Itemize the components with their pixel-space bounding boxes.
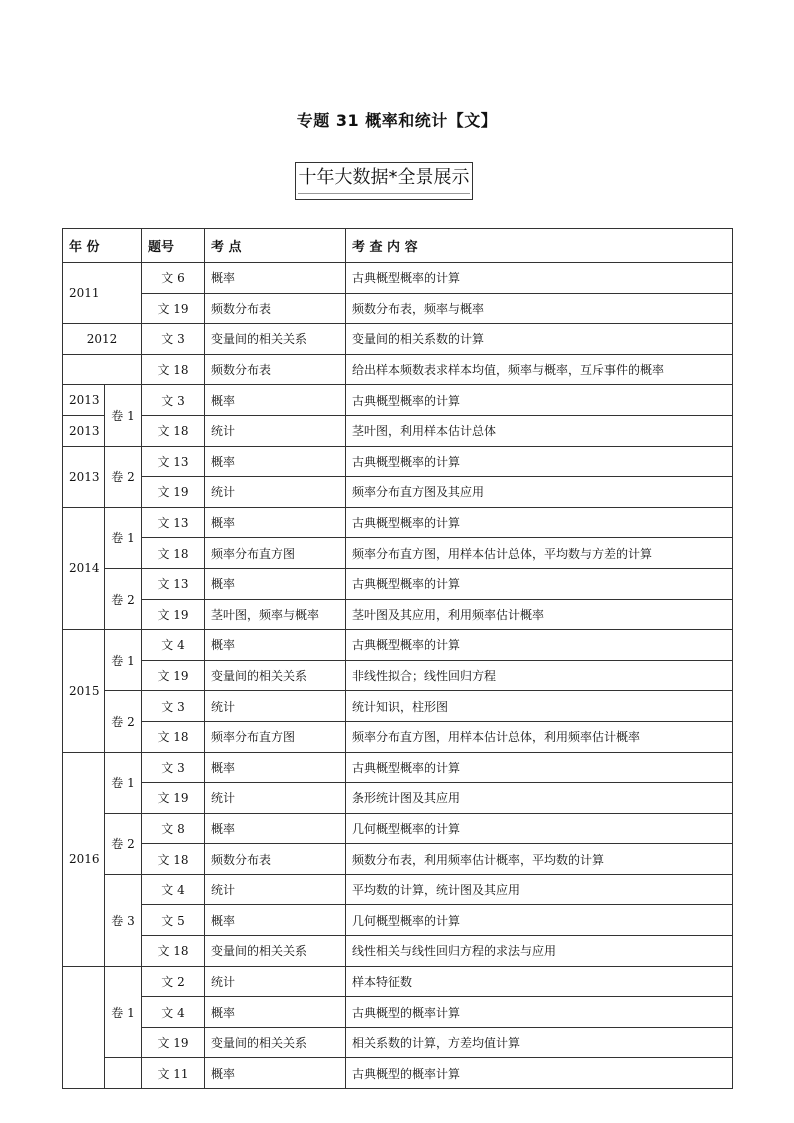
table-row	[63, 415, 733, 446]
point-cell: 变量间的相关关系	[205, 1027, 346, 1058]
table-row	[63, 568, 733, 599]
content-cell: 平均数的计算，统计图及其应用	[346, 874, 733, 905]
content-cell: 统计知识，柱形图	[346, 691, 733, 722]
content-cell: 条形统计图及其应用	[346, 783, 733, 814]
volume-cell: 卷 1	[105, 385, 142, 446]
table-row	[63, 966, 733, 997]
point-cell: 频率分布直方图	[205, 721, 346, 752]
year-cell-empty	[63, 966, 105, 1088]
exam-table	[62, 228, 733, 1089]
point-cell: 概率	[205, 630, 346, 661]
year-cell: 2015	[63, 630, 105, 752]
point-cell: 概率	[205, 507, 346, 538]
point-cell: 变量间的相关关系	[205, 660, 346, 691]
qno-cell: 文 4	[142, 630, 205, 661]
point-cell: 变量间的相关关系	[205, 324, 346, 355]
table-row	[63, 293, 733, 324]
content-cell: 古典概型概率的计算	[346, 385, 733, 416]
content-cell: 古典概型概率的计算	[346, 507, 733, 538]
table-row	[63, 1058, 733, 1089]
table-row	[63, 324, 733, 355]
table-row	[63, 477, 733, 508]
qno-cell: 文 19	[142, 1027, 205, 1058]
table-row	[63, 1027, 733, 1058]
table-row	[63, 997, 733, 1028]
point-cell: 概率	[205, 905, 346, 936]
year-cell: 2013	[63, 446, 105, 507]
content-cell: 样本特征数	[346, 966, 733, 997]
qno-cell: 文 13	[142, 446, 205, 477]
qno-cell: 文 19	[142, 599, 205, 630]
qno-cell: 文 13	[142, 568, 205, 599]
qno-cell: 文 8	[142, 813, 205, 844]
content-cell: 茎叶图及其应用，利用频率估计概率	[346, 599, 733, 630]
table-row	[63, 507, 733, 538]
content-cell: 给出样本频数表求样本均值，频率与概率，互斥事件的概率	[346, 354, 733, 385]
volume-cell: 卷 2	[105, 813, 142, 874]
qno-cell: 文 4	[142, 874, 205, 905]
table-row	[63, 783, 733, 814]
point-cell: 概率	[205, 1058, 346, 1089]
content-cell: 古典概型的概率计算	[346, 1058, 733, 1089]
table-row	[63, 538, 733, 569]
point-cell: 概率	[205, 263, 346, 294]
table-row	[63, 630, 733, 661]
content-cell: 古典概型的概率计算	[346, 997, 733, 1028]
table-row	[63, 874, 733, 905]
content-cell: 古典概型概率的计算	[346, 446, 733, 477]
qno-cell: 文 18	[142, 354, 205, 385]
table-row	[63, 599, 733, 630]
qno-cell: 文 18	[142, 721, 205, 752]
point-cell: 频数分布表	[205, 354, 346, 385]
point-cell: 概率	[205, 446, 346, 477]
qno-cell: 文 3	[142, 324, 205, 355]
qno-cell: 文 18	[142, 415, 205, 446]
qno-cell: 文 4	[142, 997, 205, 1028]
point-cell: 频率分布直方图	[205, 538, 346, 569]
point-cell: 统计	[205, 966, 346, 997]
point-cell: 变量间的相关关系	[205, 936, 346, 967]
page-title: 专题 31 概率和统计【文】	[296, 111, 498, 130]
content-cell: 变量间的相关系数的计算	[346, 324, 733, 355]
point-cell: 统计	[205, 477, 346, 508]
qno-cell: 文 11	[142, 1058, 205, 1089]
table-header	[63, 229, 733, 263]
content-cell: 古典概型概率的计算	[346, 752, 733, 783]
year-cell: 2013	[63, 385, 105, 416]
qno-cell: 文 18	[142, 936, 205, 967]
header-point: 考 点	[205, 229, 346, 263]
content-cell: 几何概型概率的计算	[346, 905, 733, 936]
header-qno: 题号	[142, 229, 205, 263]
year-cell-empty	[63, 354, 142, 385]
table-row	[63, 936, 733, 967]
table-row	[63, 844, 733, 875]
point-cell: 频数分布表	[205, 844, 346, 875]
header-year: 年 份	[63, 229, 142, 263]
qno-cell: 文 2	[142, 966, 205, 997]
table-row	[63, 813, 733, 844]
volume-cell: 卷 1	[105, 507, 142, 568]
volume-cell: 卷 1	[105, 752, 142, 813]
qno-cell: 文 5	[142, 905, 205, 936]
qno-cell: 文 19	[142, 660, 205, 691]
qno-cell: 文 3	[142, 691, 205, 722]
volume-cell-empty	[105, 1058, 142, 1089]
content-cell: 线性相关与线性回归方程的求法与应用	[346, 936, 733, 967]
point-cell: 频数分布表	[205, 293, 346, 324]
content-cell: 频率分布直方图及其应用	[346, 477, 733, 508]
qno-cell: 文 18	[142, 538, 205, 569]
point-cell: 茎叶图，频率与概率	[205, 599, 346, 630]
table-row	[63, 721, 733, 752]
point-cell: 概率	[205, 813, 346, 844]
point-cell: 概率	[205, 997, 346, 1028]
content-cell: 频数分布表，频率与概率	[346, 293, 733, 324]
point-cell: 概率	[205, 385, 346, 416]
table-row	[63, 752, 733, 783]
subtitle-box	[295, 162, 473, 200]
volume-cell: 卷 2	[105, 568, 142, 629]
table-row	[63, 446, 733, 477]
point-cell: 概率	[205, 752, 346, 783]
content-cell: 几何概型概率的计算	[346, 813, 733, 844]
table-row	[63, 385, 733, 416]
volume-cell: 卷 2	[105, 691, 142, 752]
content-cell: 频率分布直方图，用样本估计总体，平均数与方差的计算	[346, 538, 733, 569]
qno-cell: 文 18	[142, 844, 205, 875]
table-row	[63, 691, 733, 722]
qno-cell: 文 19	[142, 783, 205, 814]
point-cell: 统计	[205, 874, 346, 905]
content-cell: 相关系数的计算，方差均值计算	[346, 1027, 733, 1058]
year-cell: 2013	[63, 415, 105, 446]
point-cell: 概率	[205, 568, 346, 599]
subtitle: 十年大数据*全景展示	[298, 163, 470, 194]
volume-cell: 卷 3	[105, 874, 142, 966]
header-content: 考 查 内 容	[346, 229, 733, 263]
qno-cell: 文 3	[142, 385, 205, 416]
content-cell: 非线性拟合；线性回归方程	[346, 660, 733, 691]
point-cell: 统计	[205, 783, 346, 814]
year-cell: 2011	[63, 263, 142, 324]
qno-cell: 文 19	[142, 293, 205, 324]
year-cell: 2012	[63, 324, 142, 355]
qno-cell: 文 13	[142, 507, 205, 538]
content-cell: 古典概型概率的计算	[346, 568, 733, 599]
qno-cell: 文 19	[142, 477, 205, 508]
content-cell: 古典概型概率的计算	[346, 263, 733, 294]
content-cell: 古典概型概率的计算	[346, 630, 733, 661]
content-cell: 茎叶图，利用样本估计总体	[346, 415, 733, 446]
table-row	[63, 660, 733, 691]
point-cell: 统计	[205, 691, 346, 722]
volume-cell: 卷 1	[105, 966, 142, 1058]
qno-cell: 文 3	[142, 752, 205, 783]
content-cell: 频率分布直方图，用样本估计总体，利用频率估计概率	[346, 721, 733, 752]
table-row	[63, 354, 733, 385]
table-row	[63, 905, 733, 936]
volume-cell: 卷 2	[105, 446, 142, 507]
point-cell: 统计	[205, 415, 346, 446]
year-cell: 2014	[63, 507, 105, 629]
content-cell: 频数分布表，利用频率估计概率，平均数的计算	[346, 844, 733, 875]
volume-cell: 卷 1	[105, 630, 142, 691]
table-row	[63, 263, 733, 294]
qno-cell: 文 6	[142, 263, 205, 294]
year-cell: 2016	[63, 752, 105, 966]
